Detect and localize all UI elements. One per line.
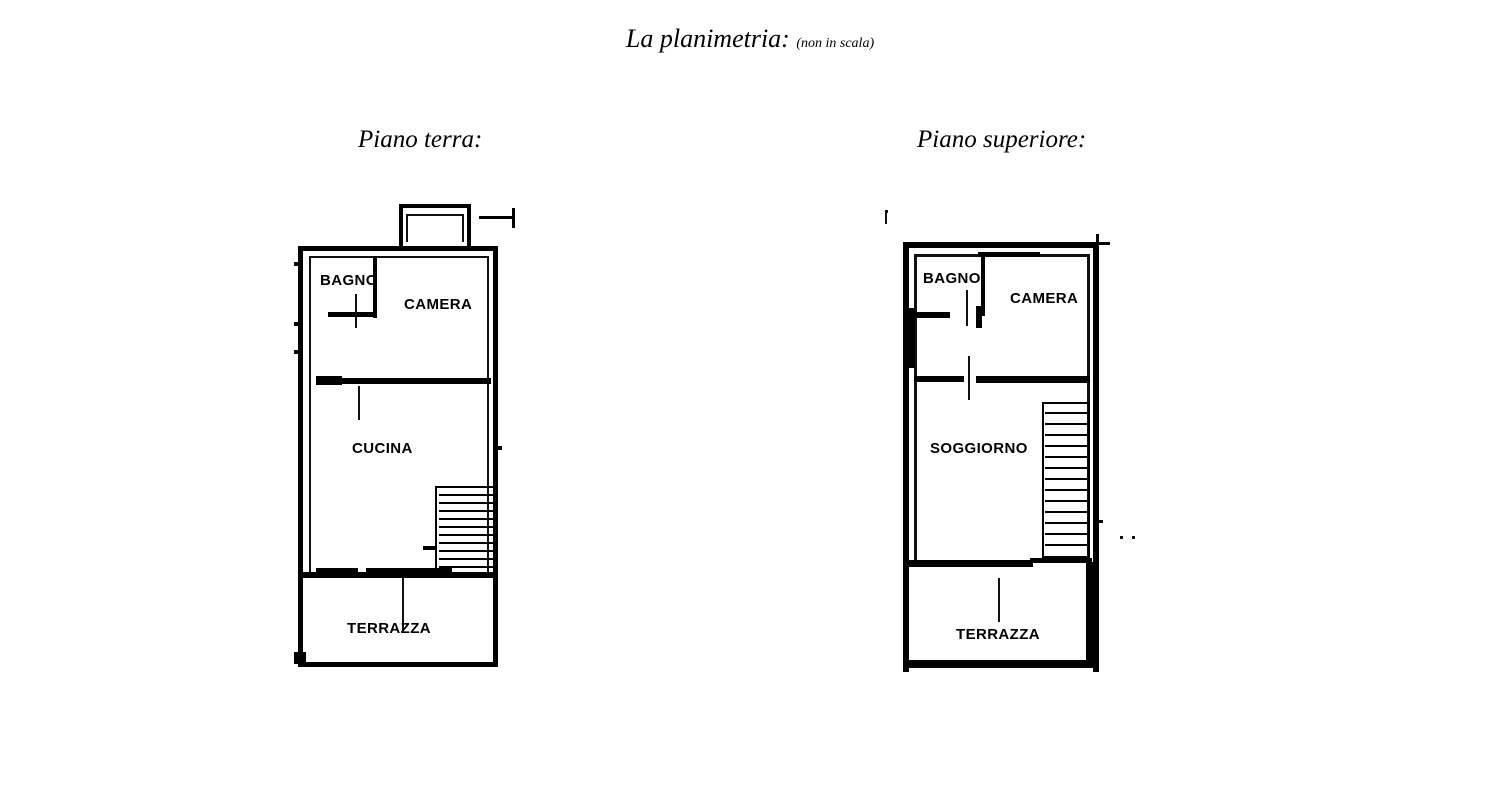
terrazza-wall-south [903, 660, 1099, 668]
room-label-camera: CAMERA [1010, 290, 1079, 307]
balcony-inner-line-right [462, 214, 464, 242]
terrazza-door-swing [998, 578, 1000, 622]
partition-camera-soggiorno [976, 376, 1090, 383]
wall-stub-north-corridor [978, 252, 1040, 257]
page-title [0, 24, 1500, 54]
exterior-wall-north [903, 242, 1099, 248]
dimension-dot-right-2 [1132, 536, 1135, 539]
interior-wall-west-inner [914, 254, 917, 560]
dimension-tick-top-right [512, 208, 515, 228]
room-label-bagno: BAGNO [320, 272, 378, 289]
wall-stub-cucina-north [316, 376, 342, 385]
window-west-2 [294, 322, 303, 326]
bagno-door-jamb [976, 306, 982, 328]
staircase-upper-floor [1042, 402, 1090, 558]
terrazza-corner-post [294, 652, 306, 664]
balcony-wall-right [467, 204, 471, 246]
terrazza-wall-south [298, 662, 498, 667]
room-label-soggiorno: SOGGIORNO [930, 440, 1028, 457]
terrazza-wall-east [1086, 562, 1094, 664]
balcony-wall-top [399, 204, 471, 208]
bagno-wall-south [328, 312, 376, 317]
balcony-inner-line [406, 214, 464, 216]
dimension-tick-top [479, 216, 515, 219]
room-label-camera: CAMERA [404, 296, 473, 313]
interior-wall-west-inner [309, 256, 311, 576]
door-camera-cucina [358, 386, 360, 420]
staircase-ground-floor [435, 486, 497, 576]
dimension-dot-top [885, 210, 888, 213]
plan-heading-upper-floor: Piano superiore: [917, 126, 1087, 153]
window-west-3 [294, 350, 303, 354]
terrazza-wall-east [493, 578, 498, 666]
floorplan-ground-floor [280, 190, 550, 670]
terrazza-door-wall [366, 568, 452, 575]
door-soggiorno [968, 356, 970, 400]
bagno-door-swing [966, 290, 968, 326]
wall-stub-terrazza [316, 568, 358, 577]
bagno-door-swing [355, 294, 357, 328]
stair-landing-step [423, 546, 437, 550]
partition-corridor-west [914, 376, 964, 382]
stair-bottom-step [1030, 558, 1092, 563]
page-title-text: La planimetria: [625, 24, 790, 53]
partition-soggiorno-terrazza [903, 560, 1033, 567]
page-title-note: (non in scala) [796, 36, 875, 51]
room-label-terrazza: TERRAZZA [347, 620, 432, 637]
bagno-wall-south [914, 312, 950, 318]
dimension-dot-right [1120, 536, 1123, 539]
floorplan-upper-floor [890, 190, 1150, 680]
partition-camera-cucina [316, 378, 491, 384]
exterior-wall-north [298, 246, 498, 251]
balcony-wall-left [399, 204, 403, 246]
balcony-inner-line-left [406, 214, 408, 242]
exterior-wall-west [298, 246, 303, 666]
room-label-bagno: BAGNO [923, 270, 981, 287]
room-label-terrazza: TERRAZZA [956, 626, 1041, 643]
window-east-cucina [493, 446, 502, 450]
room-label-cucina: CUCINA [352, 440, 413, 457]
window-west-1 [294, 262, 303, 266]
window-east-soggiorno [1093, 520, 1103, 523]
interior-wall-north-inner [309, 256, 489, 258]
plan-heading-ground-floor: Piano terra: [358, 126, 483, 153]
staircase-outline [435, 486, 497, 576]
exterior-wall-west [903, 242, 909, 672]
